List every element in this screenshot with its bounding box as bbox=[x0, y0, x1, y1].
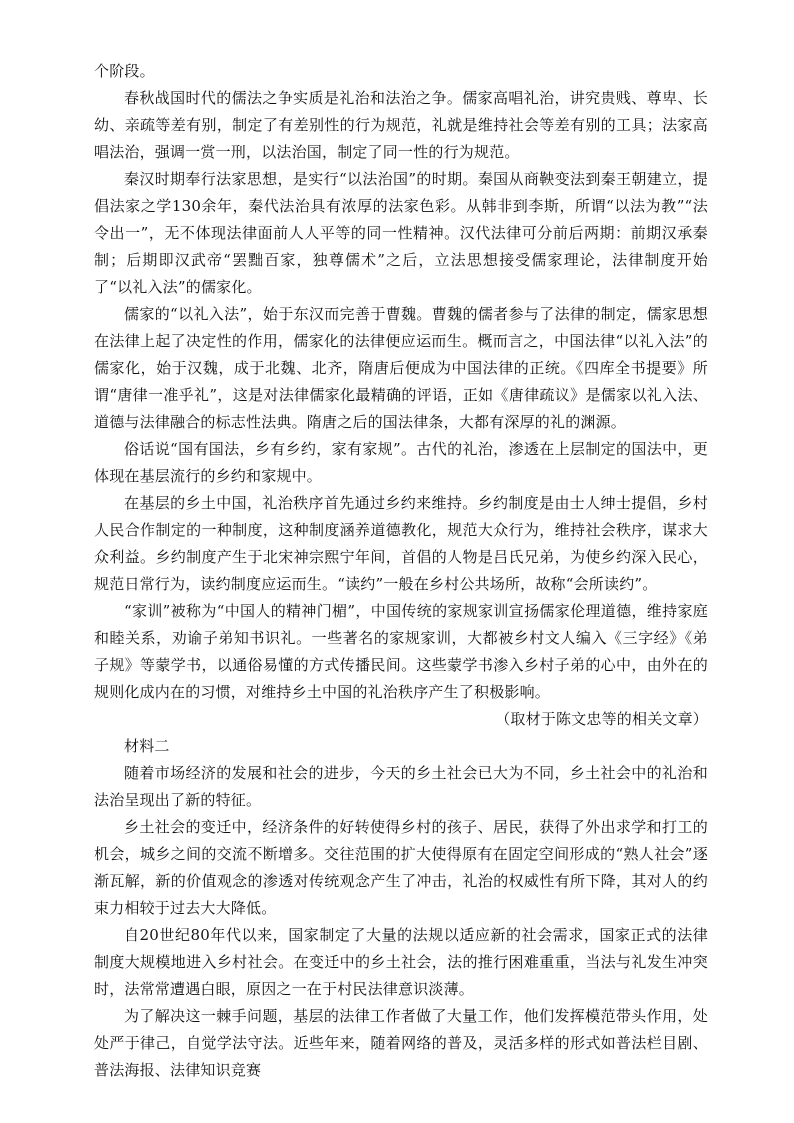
paragraph-rites-into-law: 儒家的“以礼入法”，始于东汉而完善于曹魏。曹魏的儒者参与了法律的制定，儒家思想在法律上起了决定性的作用，儒家化的法律便应运而生。概而言之，中国法律“以礼入法”的儒家化，始于汉魏，成于北魏、北齐，隋唐后便成为中国法律的正统。《四库全书提要》所谓“唐律一准乎礼”，这是对法律儒家化最精确的评语，正如《唐律疏议》是儒家以礼入法、道德与法律融合的标志性法典。隋唐之后的国法律条，大都有深厚的礼的渊源。 bbox=[94, 305, 708, 431]
paragraph-qin-han: 秦汉时期奉行法家思想，是实行“以法治国”的时期。秦国从商鞅变法到秦王朝建立，提倡法家之学130余年，秦代法治具有浓厚的法家色彩。从韩非到李斯，所谓“以法为教”“法令出一”，无不体现法律面前人人平等的同一性精神。汉代法律可分前后两期：前期汉承秦制；后期即汉武帝“罢黜百家，独尊儒术”之后，立法思想接受儒家理论，法律制度开始了“以礼入法”的儒家化。 bbox=[94, 170, 708, 296]
paragraph-grassroots-workers: 为了解决这一棘手问题，基层的法律工作者做了大量工作，他们发挥模范带头作用，处处严于律己，自觉学法守法。近些年来，随着网络的普及，灵活多样的形式如普法栏目剧、普法海报、法律知识竞赛 bbox=[94, 1007, 708, 1079]
paragraph-legal-system: 自20世纪80年代以来，国家制定了大量的法规以适应新的社会需求，国家正式的法律制度大规模地进入乡村社会。在变迁中的乡土社会，法的推行困难重重，当法与礼发生冲突时，法常常遭遇白眼，原因之一在于村民法律意识淡薄。 bbox=[94, 926, 708, 998]
paragraph-market-economy: 随着市场经济的发展和社会的进步，今天的乡土社会已大为不同，乡土社会中的礼治和法治呈现出了新的特征。 bbox=[94, 764, 708, 809]
paragraph-village-compact: 在基层的乡土中国，礼治秩序首先通过乡约来维持。乡约制度是由士人绅士提倡，乡村人民合作制定的一种制度，这种制度涵养道德教化，规范大众行为，维持社会秩序，谋求大众利益。乡约制度产生于北宋神宗熙宁年间，首倡的人物是吕氏兄弟，为使乡约深入民心，规范日常行为，读约制度应运而生。“读约”一般在乡村公共场所，故称“会所读约”。 bbox=[94, 494, 708, 593]
source-note: （取材于陈文忠等的相关文章） bbox=[495, 710, 708, 728]
material-two-label: 材料二 bbox=[124, 737, 170, 755]
paragraph-spring-autumn: 春秋战国时代的儒法之争实质是礼治和法治之争。儒家高唱礼治，讲究贵贱、尊卑、长幼、亲疏等差有别，制定了有差别性的行为规范，礼就是维持社会等差有别的工具；法家高唱法治，强调一赏一刑，以法治国，制定了同一性的行为规范。 bbox=[94, 89, 708, 161]
paragraph-social-change: 乡土社会的变迁中，经济条件的好转使得乡村的孩子、居民，获得了外出求学和打工的机会，城乡之间的交流不断增多。交往范围的扩大使得原有在固定空间形成的“熟人社会”逐渐瓦解，新的价值观念的渗透对传统观念产生了冲击，礼治的权威性有所下降，其对人的约束力相较于过去大大降低。 bbox=[94, 818, 708, 917]
paragraph-continuation: 个阶段。 bbox=[94, 62, 155, 80]
paragraph-family-instructions: “家训”被称为“中国人的精神门楣”，中国传统的家规家训宣扬儒家伦理道德，维持家庭和睦关系，劝谕子弟知书识礼。一些著名的家规家训，大都被乡村文人编入《三字经》《弟子规》等蒙学书，以通俗易懂的方式传播民间。这些蒙学书渗入乡村子弟的心中，由外在的规则化成内在的习惯，对维持乡土中国的礼治秩序产生了积极影响。 bbox=[94, 602, 708, 701]
paragraph-proverb: 俗话说“国有国法，乡有乡约，家有家规”。古代的礼治，渗透在上层制定的国法中，更体现在基层流行的乡约和家规中。 bbox=[94, 440, 708, 485]
